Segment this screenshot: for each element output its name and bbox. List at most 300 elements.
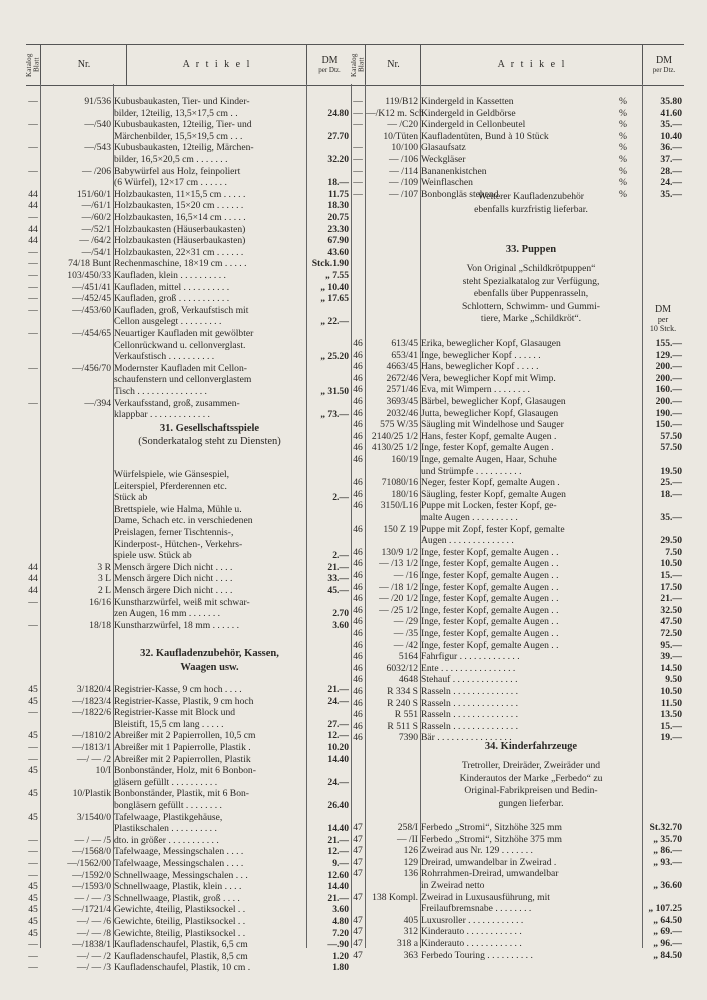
artikel-cell: Inge, beweglicher Kopf . . . . . . <box>421 349 541 361</box>
katalog-cell: 46 <box>353 628 363 639</box>
artikel-cell: Tafelwaage, Messingschalen . . . . <box>114 858 244 869</box>
table-row <box>26 823 351 835</box>
artikel-cell: Ente . . . . . . . . . . . . . . . . <box>421 662 516 674</box>
right-note-33: Von Original „Schildkrötpuppen“ steht Spezialkatalog zur Verfügung, ebenfalls über Puppenrasseln, Schlottern, Schwimm- und Gummi- tiere, Marke „Schildkröt“. <box>461 263 601 324</box>
nr-cell: —/1810/2 <box>72 730 111 742</box>
price-cell: 24.— <box>327 776 349 788</box>
header-katalog: Katalog Blatt <box>349 53 365 77</box>
table-row <box>26 858 351 870</box>
price-cell: „ 25.20 <box>320 351 349 363</box>
nr-cell: —/452/45 <box>72 293 111 305</box>
katalog-cell: 47 <box>353 938 363 949</box>
nr-cell: —/ — /3 <box>76 962 111 974</box>
price-cell: —.90 <box>327 939 349 951</box>
katalog-cell: 46 <box>353 697 363 709</box>
table-row <box>26 224 351 236</box>
nr-cell: — /18 1/2 <box>379 581 418 593</box>
header-nr: Nr. <box>365 45 421 85</box>
price-cell: 35.80 <box>660 96 682 107</box>
table-row <box>351 640 684 652</box>
nr-cell: —/K12 m. Sch <box>366 107 424 119</box>
section-34-title: 34. Kinderfahrzeuge <box>484 741 578 752</box>
table-row <box>351 628 684 640</box>
artikel-cell: Neuartiger Kaufladen mit gewölbter <box>114 328 254 339</box>
artikel-cell: Neger, fester Kopf, gemalte Augen . <box>421 477 560 489</box>
table-row <box>351 419 684 431</box>
artikel-cell: Kindergeld in Geldbörse <box>421 107 516 119</box>
nr-cell: R 511 S <box>387 720 418 732</box>
nr-cell: 91/536 <box>84 96 111 107</box>
table-row <box>351 732 684 744</box>
table-row <box>351 880 684 892</box>
artikel-cell: Kaufladenschaufel, Plastik, 10 cm . <box>114 962 251 974</box>
table-row <box>351 926 684 938</box>
price-cell: 21.— <box>327 834 349 846</box>
table-row <box>26 316 351 328</box>
price-cell: 18.30 <box>327 200 349 212</box>
artikel-cell: Kaufladentüten, Bund à 10 Stück <box>421 130 549 142</box>
nr-cell: 2672/46 <box>386 372 418 384</box>
nr-cell: 130/9 1/2 <box>381 546 418 558</box>
artikel-cell: Gewichte, 4teilig, Plastiksockel . . <box>114 904 246 916</box>
table-row <box>351 166 684 178</box>
katalog-cell: — <box>28 119 38 131</box>
artikel-cell: Kubusbaukasten, Tier- und Kinder- <box>114 96 250 107</box>
price-cell: 190.— <box>655 407 682 419</box>
artikel-cell: Mensch ärgere Dich nicht . . . . <box>114 585 233 596</box>
nr-cell: — /109 <box>388 177 418 189</box>
artikel-cell: Rasseln . . . . . . . . . . . . . . <box>421 720 519 732</box>
section-32-subtitle: Waagen usw. <box>180 662 239 673</box>
table-row <box>351 489 684 501</box>
table-row <box>26 515 351 527</box>
table-row <box>351 373 684 385</box>
price-cell: 43.60 <box>327 246 349 258</box>
nr-cell: 5164 <box>398 651 418 663</box>
table-row <box>351 442 684 454</box>
katalog-cell: 44 <box>28 561 38 573</box>
nr-cell: 7390 <box>398 732 418 744</box>
katalog-cell: — <box>353 119 363 131</box>
katalog-cell: 47 <box>353 868 363 880</box>
table-row <box>26 212 351 224</box>
nr-cell: 318 a <box>396 938 418 949</box>
katalog-cell: 46 <box>353 430 363 442</box>
price-cell: 155.— <box>655 338 682 349</box>
artikel-cell: Augen . . . . . . . . . . . . . . <box>421 535 514 547</box>
katalog-cell: 46 <box>353 720 363 732</box>
price-cell: 72.50 <box>660 628 682 639</box>
table-row <box>351 721 684 733</box>
artikel-cell: Ferbedo Touring . . . . . . . . . . <box>421 949 533 961</box>
price-cell: 10.40 <box>660 130 682 142</box>
unit-cell: % <box>619 188 627 200</box>
katalog-cell: — <box>28 212 38 223</box>
katalog-cell: 46 <box>353 454 363 465</box>
price-cell: „ 73.— <box>320 409 349 421</box>
katalog-cell: — <box>28 707 38 719</box>
price-cell: 35.— <box>660 188 682 200</box>
unit-cell: % <box>619 119 627 131</box>
katalog-cell: 44 <box>28 223 38 235</box>
table-row <box>26 788 351 800</box>
table-row <box>351 477 684 489</box>
artikel-cell: Erika, beweglicher Kopf, Glasaugen <box>421 338 561 349</box>
price-cell: 9.50 <box>665 674 682 686</box>
table-row <box>351 709 684 721</box>
nr-cell: 3/1820/4 <box>76 684 111 695</box>
katalog-cell: — <box>353 188 363 200</box>
price-cell: „ 7.55 <box>325 270 349 281</box>
table-row <box>26 328 351 340</box>
artikel-cell: Registrier-Kasse, 9 cm hoch . . . . <box>114 684 242 695</box>
table-row <box>26 719 351 731</box>
table-row <box>351 524 684 536</box>
katalog-cell: 46 <box>353 639 363 651</box>
artikel-cell: Babywürfel aus Holz, feinpoliert <box>114 165 241 177</box>
table-row <box>351 131 684 143</box>
price-cell: 14.50 <box>660 662 682 674</box>
katalog-cell: 45 <box>28 695 38 707</box>
price-cell: 1.20 <box>332 950 349 962</box>
katalog-cell: — <box>353 177 363 189</box>
price-cell: 24.80 <box>327 107 349 119</box>
katalog-cell: 45 <box>28 881 38 893</box>
price-cell: 12.— <box>327 730 349 742</box>
table-row <box>351 605 684 617</box>
price-cell: 7.50 <box>665 546 682 558</box>
katalog-cell: 46 <box>353 651 363 663</box>
table-row <box>351 177 684 189</box>
nr-cell: — /106 <box>388 154 418 165</box>
header-artikel: A r t i k e l <box>420 45 643 85</box>
table-row <box>26 469 351 481</box>
katalog-cell: 45 <box>28 788 38 800</box>
table-row <box>351 384 684 396</box>
price-cell: „ 10.40 <box>320 281 349 293</box>
katalog-cell: — <box>28 962 38 974</box>
price-cell: 2.— <box>332 550 349 562</box>
nr-cell: 613/45 <box>391 338 418 349</box>
unit-cell: % <box>619 165 627 177</box>
price-cell: 95.— <box>660 639 682 651</box>
katalog-cell: 47 <box>353 822 363 833</box>
nr-cell: 119/B12 <box>385 96 418 107</box>
artikel-cell: Zweirad aus Nr. 129 . . . . . . . <box>421 845 533 857</box>
katalog-cell: 46 <box>353 593 363 605</box>
nr-cell: 74/18 Bunt <box>68 258 111 270</box>
price-cell: 3.60 <box>332 619 349 631</box>
table-row <box>351 119 684 131</box>
nr-cell: — /42 <box>393 639 418 651</box>
price-cell: 15.— <box>660 570 682 581</box>
katalog-cell: 45 <box>28 927 38 939</box>
table-row <box>351 96 684 108</box>
table-row <box>26 293 351 305</box>
table-row <box>351 154 684 166</box>
katalog-cell: — <box>28 834 38 846</box>
nr-cell: — /C20 <box>387 119 418 131</box>
header-nr: Nr. <box>40 45 127 85</box>
artikel-cell: zen Augen, 16 mm . . . . . . . <box>114 608 221 620</box>
katalog-cell: 46 <box>353 523 363 535</box>
nr-cell: 2 L <box>97 585 111 596</box>
nr-cell: —/ — /2 <box>76 753 111 765</box>
katalog-cell: — <box>28 742 38 753</box>
artikel-cell: Bonbongläs stehend <box>421 188 499 200</box>
table-row <box>351 558 684 570</box>
price-cell: 2.— <box>332 492 349 504</box>
katalog-cell: 44 <box>28 585 38 596</box>
table-row <box>351 431 684 443</box>
nr-cell: —/453/60 <box>72 304 111 316</box>
unit-cell: % <box>619 96 627 107</box>
price-cell: 45.— <box>327 585 349 596</box>
unit-cell: % <box>619 142 627 154</box>
artikel-cell: Dame, Schach etc. in verschiedenen <box>114 515 253 527</box>
price-cell: 57.50 <box>660 442 682 454</box>
price-cell: 18.— <box>660 488 682 500</box>
price-cell: 27.70 <box>327 130 349 142</box>
price-cell: „ 64.50 <box>653 914 682 926</box>
artikel-cell: Holzbaukasten, 15×20 cm . . . . . . <box>114 200 244 212</box>
artikel-cell: Säugling, fester Kopf, gemalte Augen <box>421 488 566 500</box>
table-row <box>26 707 351 719</box>
nr-cell: 10/Tüten <box>383 130 418 142</box>
katalog-cell: — <box>28 939 38 951</box>
price-cell: „ 96.— <box>653 938 682 949</box>
nr-cell: —/54/1 <box>81 246 111 258</box>
artikel-cell: Inge, fester Kopf, gemalte Augen . <box>421 442 554 454</box>
table-row <box>26 893 351 905</box>
nr-cell: 16/16 <box>89 596 111 608</box>
nr-cell: R 334 S <box>387 686 418 697</box>
price-cell: 47.50 <box>660 616 682 628</box>
artikel-cell: Kinderpost-, Hütchen-, Verkehrs- <box>114 538 243 550</box>
nr-cell: —/1592/0 <box>72 869 111 881</box>
katalog-cell: — <box>28 846 38 858</box>
katalog-cell: 46 <box>353 384 363 396</box>
artikel-cell: Säugling mit Windelhose und Sauger <box>421 419 564 431</box>
price-cell: 41.60 <box>660 107 682 119</box>
artikel-cell: Tafelwaage, Messingschalen . . . . <box>114 846 244 858</box>
artikel-cell: Verkaufsstand, groß, zusammen- <box>114 397 240 409</box>
nr-cell: 103/450/33 <box>67 270 111 281</box>
table-row <box>351 570 684 582</box>
katalog-cell: 44 <box>28 188 38 200</box>
price-cell: 150.— <box>655 419 682 431</box>
table-row <box>26 730 351 742</box>
table-row <box>26 340 351 352</box>
table-row <box>26 504 351 516</box>
artikel-cell: Dreirad, umwandelbar in Zweirad . <box>421 856 557 868</box>
table-row <box>351 868 684 880</box>
table-row <box>26 765 351 777</box>
katalog-cell: 46 <box>353 604 363 616</box>
unit-cell: % <box>619 177 627 189</box>
artikel-cell: Inge, fester Kopf, gemalte Augen . . <box>421 628 559 639</box>
katalog-cell: — <box>353 142 363 154</box>
table-row <box>26 870 351 882</box>
artikel-cell: Inge, fester Kopf, gemalte Augen . . <box>421 546 559 558</box>
nr-cell: —/1813/1 <box>72 742 111 753</box>
table-row <box>26 812 351 824</box>
price-cell: 26.40 <box>327 800 349 811</box>
table-row <box>351 108 684 120</box>
artikel-cell: Bonbonständer, Plastik, mit 6 Bon- <box>114 788 249 800</box>
nr-cell: 180/16 <box>391 488 418 500</box>
nr-cell: —/451/41 <box>72 281 111 293</box>
nr-cell: —/1823/4 <box>72 695 111 707</box>
price-cell: 39.— <box>660 651 682 663</box>
artikel-cell: Abreißer mit 2 Papierrollen, 10,5 cm <box>114 730 256 742</box>
nr-cell: 18/18 <box>89 619 111 631</box>
nr-cell: 3150/L16 <box>380 500 418 512</box>
price-cell: 129.— <box>655 349 682 361</box>
table-row <box>351 338 684 350</box>
katalog-cell: 46 <box>353 546 363 558</box>
katalog-cell: — <box>353 165 363 177</box>
price-cell: „ 69.— <box>653 926 682 938</box>
table-row <box>26 131 351 143</box>
table-row <box>26 96 351 108</box>
artikel-cell: Kaufladen, groß . . . . . . . . . . . <box>114 293 230 305</box>
artikel-cell: Modernster Kaufladen mit Cellon- <box>114 362 247 374</box>
katalog-cell: 46 <box>353 662 363 674</box>
artikel-cell: Würfelspiele, wie Gänsespiel, <box>114 469 230 480</box>
nr-cell: 10/I <box>95 765 111 777</box>
artikel-cell: Cellonrückwand u. cellonverglast. <box>114 339 246 351</box>
artikel-cell: Kaufladen, groß, Verkaufstisch mit <box>114 304 249 316</box>
price-cell: 36.— <box>660 142 682 154</box>
unit-cell: % <box>619 130 627 142</box>
price-cell: 37.— <box>660 154 682 165</box>
artikel-cell: klappbar . . . . . . . . . . . . . <box>114 409 210 421</box>
table-row <box>351 651 684 663</box>
katalog-cell: 46 <box>353 361 363 373</box>
artikel-cell: schaufenstern und cellonverglastem <box>114 374 252 386</box>
artikel-cell: Inge, fester Kopf, gemalte Augen . . <box>421 581 559 593</box>
nr-cell: R 240 S <box>387 697 418 709</box>
table-row <box>351 466 684 478</box>
artikel-cell: Registrier-Kasse, Plastik, 9 cm hoch <box>114 695 254 707</box>
artikel-cell: Abreißer mit 2 Papierrollen, Plastik <box>114 753 251 765</box>
table-row <box>26 481 351 493</box>
artikel-cell: gläsern gefüllt . . . . . . . . . . <box>114 776 218 788</box>
nr-cell: 151/60/1 <box>76 188 111 200</box>
price-cell: „ 84.50 <box>653 949 682 961</box>
price-cell: 13.50 <box>660 709 682 721</box>
table-row <box>26 573 351 585</box>
table-row <box>26 270 351 282</box>
price-cell: 10.50 <box>660 686 682 697</box>
table-row <box>351 361 684 373</box>
nr-cell: 136 <box>403 868 418 880</box>
artikel-cell: Holzbaukasten (Häuserbaukasten) <box>114 223 246 235</box>
katalog-cell: — <box>28 328 38 339</box>
price-cell: 24.— <box>660 177 682 189</box>
nr-cell: — /29 <box>393 616 418 628</box>
nr-cell: —/394 <box>84 397 111 409</box>
artikel-cell: Kaufladen, mittel . . . . . . . . . . <box>114 281 230 293</box>
price-cell: 14.40 <box>327 881 349 893</box>
nr-cell: — /35 <box>393 628 418 639</box>
nr-cell: —/61/1 <box>81 200 111 212</box>
right-dm-note: DM per 10 Stck. <box>649 304 677 333</box>
artikel-cell: in Zweirad netto <box>421 880 485 891</box>
artikel-cell: Inge, fester Kopf, gemalte Augen . . <box>421 570 559 581</box>
price-cell: 1.80 <box>332 962 349 974</box>
katalog-cell: 44 <box>28 573 38 585</box>
katalog-cell: — <box>28 362 38 374</box>
nr-cell: 312 <box>403 926 418 938</box>
katalog-cell: 45 <box>28 730 38 742</box>
table-row <box>26 916 351 928</box>
unit-cell: % <box>619 154 627 165</box>
table-row <box>26 881 351 893</box>
artikel-cell: Tafelwaage, Plastikgehäuse, <box>114 811 223 823</box>
artikel-cell: Gewichte, 8teilig, Plastiksockel . . <box>114 927 246 939</box>
table-row <box>26 142 351 154</box>
nr-cell: 4130/25 1/2 <box>371 442 418 454</box>
artikel-cell: Bleistift, 15,5 cm lang . . . . . <box>114 718 224 730</box>
nr-cell: 160/19 <box>391 454 418 465</box>
price-cell: 21.— <box>327 892 349 904</box>
nr-cell: — /114 <box>389 165 418 177</box>
katalog-cell: — <box>28 950 38 962</box>
nr-cell: 6032/12 <box>386 662 418 674</box>
table-row <box>26 282 351 294</box>
nr-cell: —/456/70 <box>72 362 111 374</box>
price-cell: 24.— <box>327 695 349 707</box>
price-cell: 21.— <box>660 593 682 605</box>
artikel-cell: Hans, beweglicher Kopf . . . . . <box>421 361 539 373</box>
artikel-cell: Freilaufbremsnabe . . . . . . . . <box>421 903 532 915</box>
artikel-cell: Plastikschalen . . . . . . . . . . <box>114 823 217 835</box>
table-row <box>351 582 684 594</box>
left-table-header <box>26 44 351 86</box>
table-row <box>26 550 351 562</box>
nr-cell: 126 <box>403 845 418 857</box>
table-row <box>351 845 684 857</box>
katalog-cell: — <box>28 96 38 107</box>
table-row <box>26 527 351 539</box>
price-cell: 19.— <box>660 732 682 744</box>
katalog-cell: 46 <box>353 674 363 686</box>
katalog-cell: — <box>28 858 38 869</box>
price-cell: 11.75 <box>327 188 349 200</box>
katalog-cell: — <box>28 258 38 270</box>
price-cell: 21.— <box>327 684 349 695</box>
table-row <box>26 119 351 131</box>
artikel-cell: Tisch . . . . . . . . . . . . . . . <box>114 386 207 397</box>
artikel-cell: Zweirad in Luxusausführung, mit <box>421 891 550 903</box>
katalog-cell: 47 <box>353 845 363 857</box>
section-31-title: 31. Gesellschaftsspiele <box>159 423 260 434</box>
table-row <box>26 800 351 812</box>
nr-cell: —/1562/00 <box>67 858 111 869</box>
katalog-cell: 46 <box>353 686 363 697</box>
katalog-cell: 44 <box>28 235 38 247</box>
katalog-cell: — <box>28 270 38 281</box>
artikel-cell: Preislagen, ferner Tischtennis-, <box>114 527 234 538</box>
katalog-cell: 45 <box>28 811 38 823</box>
price-cell: 14.40 <box>327 753 349 765</box>
artikel-cell: Kaufladenschaufel, Plastik, 6,5 cm <box>114 939 248 951</box>
table-row <box>26 904 351 916</box>
artikel-cell: Mensch ärgere Dich nicht . . . . <box>114 561 233 573</box>
table-row <box>351 950 684 962</box>
